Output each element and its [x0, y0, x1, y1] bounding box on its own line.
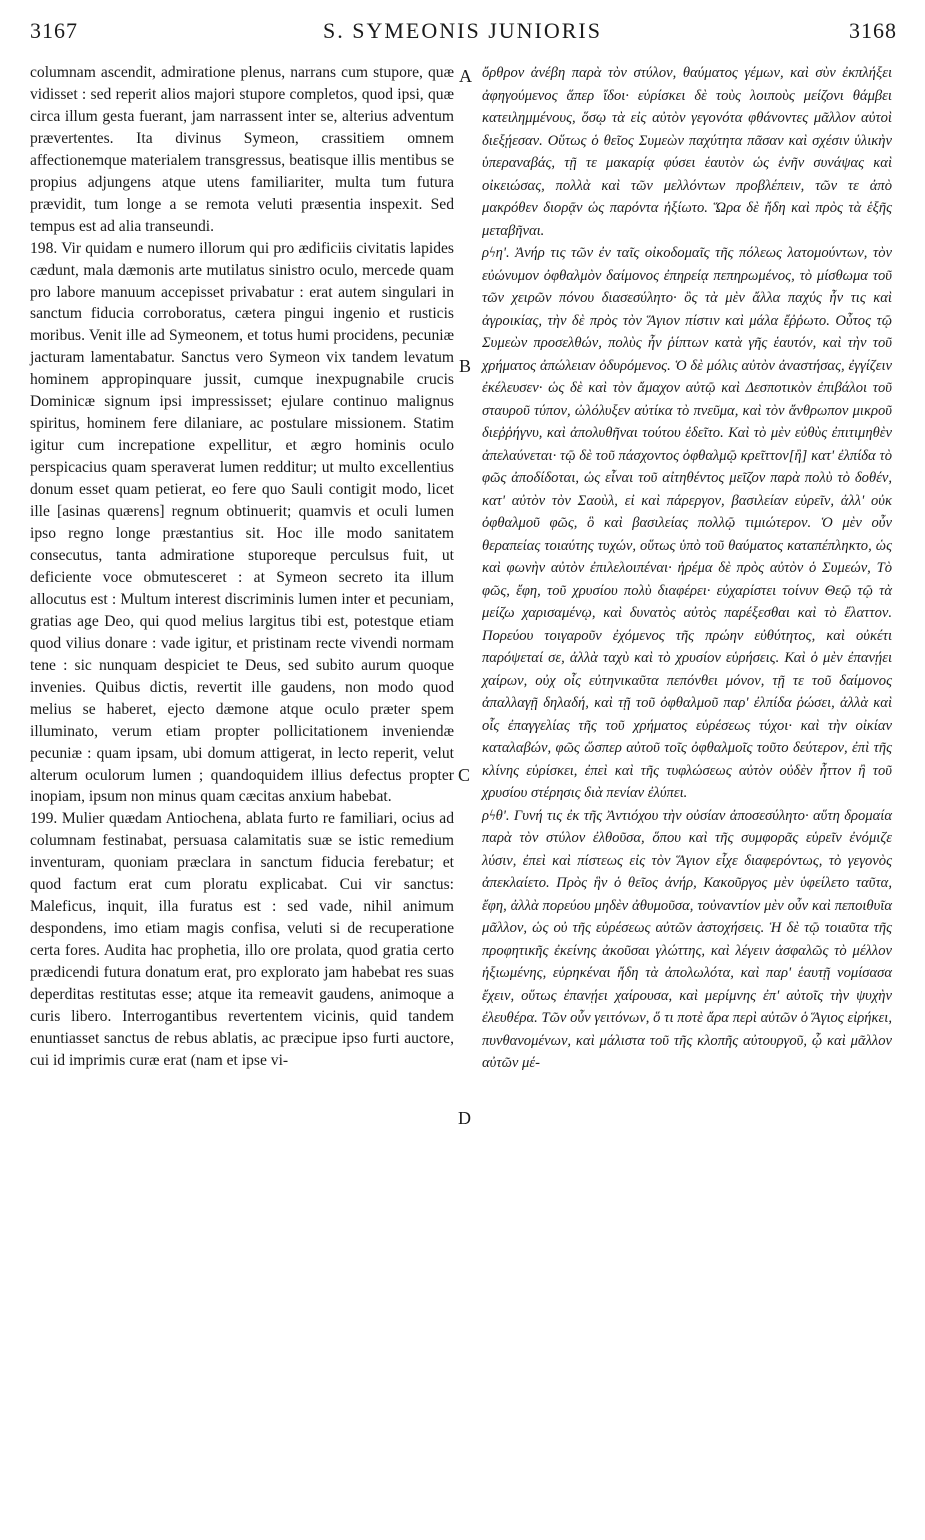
margin-letter-b: B [459, 356, 472, 376]
greek-paragraph-199: ρϟθ'. Γυνή τις ἐκ τῆς Ἀντιόχου τὴν οὐσίαν ἀποσεσύλητο· αὕτη δρομαία παρὰ τὸν στύλον ἐλθοῦσα, ὅπου καὶ τῆς συμφορᾶς εὑρεῖν ἐνόμιζε λύσιν, ἐπεὶ καὶ πίστεως εἰς τὸν Ἅγιον εἶχε διαφερόντως, τὸ γεγονὸς ἀπεκλαίετο. Πρὸς ἣν ὁ θεῖος ἀνήρ, Κακοῦργος μὲν ὑφείλετο ταῦτα, ἔφη, ἀλλὰ πορεύου μηδὲν ἀθυμοῦσα, τοὐναντίον μὲν οὖν καὶ πεποιθυῖα μᾶλλον, ὡς οὐ τῆς εὑρέσεως αὐτῶν ἀστοχήσεις. Ἡ δὲ τῷ τοιαῦτα τῆς προφητικῆς ἐκείνης ἀκοῦσαι γλώττης, καὶ λέγειν ἀσφαλῶς τὸ μέλλον ἠξιωμένης, εὑρηκέναι ἤδη τὰ ἀπολωλότα, καὶ παρ' ἑαυτῇ νομίσασα ἔχειν, οὕτως ἐπανῄει χαίρουσα, καὶ μερίμνης ἐπ' αὐτοῖς τὴν ψυχὴν ἐλευθέρα. Τῶν οὖν γειτόνων, ὅ τι ποτὲ ἄρα περὶ αὐτῶν ὁ Ἅγιος εἰρήκει, πυνθανομένων, καὶ μάλιστα τοῦ τῆς κλοπῆς αὐτουργοῦ, ᾧ καὶ μᾶλλον αὐτῶν μέ- [482, 807, 892, 1071]
greek-paragraph-198: ρϟη'. Ἀνήρ τις τῶν ἐν ταῖς οἰκοδομαῖς τῆς πόλεως λατομούντων, τὸν εὐώνυμον ὀφθαλμὸν δαίμονος ἐπηρείᾳ πεπηρωμένος, τὸ μίσθωμα τοῦ τῶν χειρῶν πόνου διασεσύλητο· ὃς τὰ μὲν ἄλλα παχύς ἦν τις καὶ ἀγροικίας, τὴν δὲ πρὸς τὸν Ἅγιον πίστιν καὶ μάλα ἔῤῥωτο. Οὗτος τῷ Συμεὼν προσελθών, πολὺς ἦν ῥίπτων κατὰ γῆς ἑαυτόν, καὶ τὴν τοῦ χρήματος ἀπώλειαν ὀδυρόμενος. Ὁ δὲ μόλις αὐτὸν ἀναστήσας, ἐγγίζειν ἐκέλευσεν· ὡς δὲ καὶ τὸν ἄμαχον αὐτῷ καὶ Δεσποτικὸν ἐπιβάλοι τοῦ σταυροῦ τύπον, ὠλόλυξεν αὐτίκα τὸ πνεῦμα, καὶ τὸν ἄνθρωπον μικροῦ διεῤῥήγνυ, καὶ ἀπολυθῆναι τούτου ἐδεῖτο. Καὶ τὸ μὲν εὐθὺς ἐπιτιμηθὲν ἀπελαύνεται· τῷ δὲ τοῦ πάσχοντος ὀφθαλμῷ κρεῖττον[ἢ] κατ' ἐλπίδα τὸ φῶς ἀποδίδοται, ὡς εἶναι τοῦ αἰτηθέντος μεῖζον παρὰ πολὺ τὸ δοθέν, κατ' αὐτὸν τὸν Σαοὺλ, εἰ καὶ πάρεργον, βασιλείαν εὑρεῖν, ἀλλ' οὐκ ὀφθαλμοῦ φῶς, ὃ καὶ βασιλείας πολλῷ τιμιώτερον. Ὁ μὲν οὖν θεραπείας τοιαύτης τυχών, οὕτως ὑπὸ τοῦ θαύματος καταπέπληκτο, ὡς καὶ φωνὴν αὐτὸν ἐπιλελοιπέναι· ἠρέμα δὲ πρὸς αὐτὸν ὁ Συμεών, Τὸ φῶς, ἔφη, τοῦ χρυσίου πολὺ διαφέρει· εὐχαρίστει τοίνυν Θεῷ τῷ τὰ μείζω χαρισαμένῳ, καὶ δυνατὸς αὐτὸς παρέξεσθαι καὶ τὸ ἔλαττον. Πορεύου τοιγαροῦν ἐχόμενος τῆς πρώην εὐθύτητος, καὶ οὐκέτι παρόψεταί σε, ἀλλὰ ταχὺ καὶ τὸ χρυσίον εὑρήσεις. Καὶ ὁ μὲν ἐπανῄει χαίρων, οὐχ οἷς εὐτηνικαῦτα πεπόνθει μόνον, τῇ τε τοῦ δαίμονος ἀπαλλαγῇ δηλαδή, καὶ τῇ τοῦ ὀφθαλμοῦ παρ' ἐλπίδα ῥώσει, ἀλλὰ καὶ οἷς ἐπαγγελίας τῆς τοῦ χρήματος εὑρέσεως τύχοι· καὶ τὴν οἰκίαν καταλαβών, φῶς ὥσπερ αὐτοῦ τοῖς ὀφθαλμοῖς τοῦτο δεύτερον, ἐπὶ τῆς κλίνης εὑρίσκει, ἐπεὶ καὶ τῆς τυφλώσεως αὐτὸν οὐδὲν ἧττον ἢ τοῦ χρυσίου στέρησις διὰ πενίαν ἐλύπει. [482, 245, 892, 801]
margin-letter-a: A [459, 66, 472, 86]
latin-paragraph-1: columnam ascendit, admiratione plenus, narrans cum stupore, quæ vidisset : sed reperit alios majori stupore completos, quod ipsi, quæ circa illum gesta fuerant, jam narrassent inter se, alterius adventum prævertentes. Ita divinus Symeon, crassitiem omnem affectionemque materialem transgressus, beatisque illis mentibus se propius adjungens atque utens familiariter, multa tum futura prævidit, tum longe a se remota veluti præsentia inspexit. Sed tempus est ad alia transeundi. [30, 64, 454, 235]
latin-paragraph-198: 198. Vir quidam e numero illorum qui pro ædificiis civitatis lapides cædunt, mala dæmonis arte mutilatus sinistro oculo, mercede quam pro labore manuum accepisset privabatur : erat autem singulari in sanctum fiducia corroboratus, cætera pingui ingenio et rusticis moribus. Venit ille ad Symeonem, et totus humi procidens, pecuniæ jacturam lamentabatur. Sanctus vero Symeon vix tandem levatum hominem appropinquare jussit, cumque inexpugnabile crucis Dominicæ signum ipsi impressisset; ejulare continuo malignus spiritus, hominem fere dilaniare, ac postulare missionem. Statim igitur cum increpatione expellitur, et ægro hominis oculo perspicacius quam speraverat lumen redditur; ut multo excellentius donum esset quam petierat, eo fere quo Sauli contigit modo, licet ille [asinas quærens] regnum obtinuerit; quamvis et oculi lumen ipso regno longe præstantius sit. Hoc ille modo sanitatem consecutus, tanta admiratione stuporeque perculsus fuit, ut deficiente voce obmutesceret : at Symeon secreto ita illum allocutus est : Multum interest discriminis lumen inter et pecuniam, gratias age Deo, qui quod melius largitus tibi est, potestque etiam quod vilius donare : vade igitur, et pristinam recte vivendi normam tene : sic nunquam despiciet te Deus, sed subito aurum quoque invenies. Quibus dictis, revertit ille gaudens, non modo quod melius se haberet, ejecto dæmone atque oculo præter spem illuminato, verum etiam propter pollicitationem inveniendæ pecuniæ : quam ipsam, ubi domum attigerat, in lecto reperit, velut alterum oculorum lumen ; quandoquidem illius defectus propter inopiam, ipsum non minus quam cæcitas anxium habebat. [30, 239, 454, 806]
right-page-number: 3168 [849, 18, 897, 43]
margin-letter-d: D [458, 1108, 471, 1128]
left-page-number: 3167 [30, 18, 78, 43]
margin-letter-c: C [458, 765, 471, 785]
latin-column [30, 62, 454, 1072]
latin-paragraph-199: 199. Mulier quædam Antiochena, ablata furto re familiari, ocius ad columnam festinabat, persuasa calamitatis suæ se istic remedium inventuram, quoniam præclara in sanctum fiducia ferebatur; et quod factum erat cum ploratu explicabat. Cui vir sanctus: Maleficus, inquit, illa furatus est : sed vade, nihil animum despondens, imo etiam magis confisa, veluti si de recuperatione certa fores. Audita hac prophetia, illo ore prolata, quod gratia certo prædicendi futura donatum erat, pro explorato jam habebat res suas deperditas restitutas esse; atque ita remeavit gaudens, animoque a curis libero. Interrogantibus revertentem vicinis, quid tandem enuntiasset sanctus de rebus ablatis, ac præcipue ipso furti auctore, cui id imprimis curæ erat (nam et ipse vi- [30, 810, 454, 1069]
running-title: S. SYMEONIS JUNIORIS [323, 18, 602, 43]
greek-column [482, 62, 892, 1075]
greek-paragraph-1: ὄρθρον ἀνέβη παρὰ τὸν στύλον, θαύματος γέμων, καὶ σὺν ἐκπλήξει ἀφηγούμενος ἅπερ ἴδοι· εὑρίσκει δὲ τοὺς λοιποὺς μείζονι θάμβει κατειλημμένους, ὅσῳ τὰ εἰς αὐτὸν γεγονότα φθάνοντες μᾶλλον αὐτοὶ διεξῄεσαν. Οὕτως ὁ θεῖος Συμεὼν παχύτητα πᾶσαν καὶ σχέσιν ὑλικὴν ὑπεραναβάς, τῇ τε μακαρίᾳ φύσει ἑαυτὸν ὡς ἐνῆν συνάψας καὶ οἰκειώσας, πολλὰ καὶ τῶν μελλόντων προβλέπειν, τῶν τε ἀπὸ μακρόθεν διορᾷν ὡς παρόντα ἠξίωτο. Ὥρα δὲ ἤδη καὶ πρὸς τὰ ἑξῆς μεταβῆναι. [482, 65, 892, 239]
